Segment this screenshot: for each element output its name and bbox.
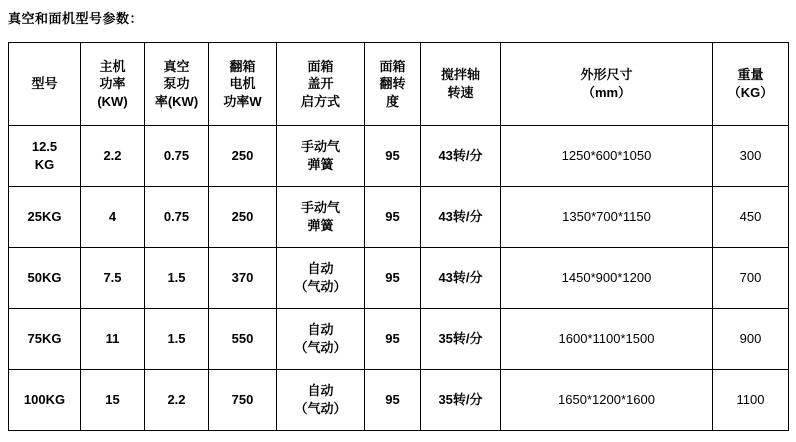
column-header-main-power xyxy=(81,43,145,126)
column-header-flip-motor-power-line-2: 电机 xyxy=(229,76,256,92)
table-header-row xyxy=(9,43,789,126)
column-header-vacuum-pump-power-line-2: 泵功 xyxy=(163,76,190,92)
column-header-lid-open-type xyxy=(277,43,365,126)
column-header-vacuum-pump-power xyxy=(145,43,209,126)
cell-lid-open-type-line-1: 手动气 xyxy=(300,200,340,216)
cell-model-line-1: 75KG xyxy=(27,331,62,347)
cell-flip-motor-power: 250 xyxy=(209,126,277,187)
cell-main-power: 4 xyxy=(81,187,145,248)
column-header-main-power-line-2: 功率 xyxy=(99,76,126,92)
column-header-model-line-1: 型号 xyxy=(31,76,58,92)
cell-lid-open-type xyxy=(277,187,365,248)
cell-dimensions: 1600*1100*1500 xyxy=(501,309,713,370)
page-title: 真空和面机型号参数： xyxy=(8,11,144,26)
cell-lid-open-type-line-1: 手动气 xyxy=(300,139,340,155)
cell-vacuum-pump-power: 2.2 xyxy=(145,370,209,431)
cell-model xyxy=(9,309,81,370)
cell-weight: 1100 xyxy=(713,370,789,431)
cell-flip-degree: 95 xyxy=(365,309,421,370)
column-header-dimensions xyxy=(501,43,713,126)
column-header-model xyxy=(9,43,81,126)
column-header-flip-degree xyxy=(365,43,421,126)
cell-lid-open-type-line-1: 自动 xyxy=(307,383,334,399)
column-header-lid-open-type-line-1: 面箱 xyxy=(307,58,334,74)
spec-table-container xyxy=(8,42,788,431)
cell-model xyxy=(9,248,81,309)
column-header-weight-line-1: 重量 xyxy=(737,67,764,83)
table-header xyxy=(9,43,789,126)
cell-lid-open-type-line-1: 自动 xyxy=(307,261,334,277)
cell-lid-open-type-line-1: 自动 xyxy=(307,322,334,338)
cell-weight: 700 xyxy=(713,248,789,309)
column-header-flip-degree-line-2: 翻转 xyxy=(379,76,406,92)
cell-model-line-1: 100KG xyxy=(23,392,66,408)
cell-lid-open-type xyxy=(277,248,365,309)
table-row xyxy=(9,370,789,431)
table-row xyxy=(9,248,789,309)
column-header-mixing-shaft-speed-line-2: 转速 xyxy=(447,85,474,100)
column-header-main-power-line-1: 主机 xyxy=(99,58,126,74)
cell-weight: 450 xyxy=(713,187,789,248)
cell-main-power: 15 xyxy=(81,370,145,431)
cell-mixing-shaft-speed: 35转/分 xyxy=(421,370,501,431)
column-header-dimensions-line-2: （mm） xyxy=(581,85,632,100)
cell-lid-open-type xyxy=(277,370,365,431)
column-header-vacuum-pump-power-line-1: 真空 xyxy=(163,58,190,74)
cell-mixing-shaft-speed: 43转/分 xyxy=(421,126,501,187)
column-header-mixing-shaft-speed xyxy=(421,43,501,126)
cell-flip-motor-power: 750 xyxy=(209,370,277,431)
cell-model xyxy=(9,126,81,187)
cell-mixing-shaft-speed: 43转/分 xyxy=(421,187,501,248)
cell-flip-motor-power: 370 xyxy=(209,248,277,309)
cell-flip-motor-power: 550 xyxy=(209,309,277,370)
cell-vacuum-pump-power: 1.5 xyxy=(145,309,209,370)
column-header-vacuum-pump-power-line-3: 率(KW) xyxy=(154,93,199,109)
table-row xyxy=(9,309,789,370)
column-header-flip-degree-line-1: 面箱 xyxy=(379,58,406,74)
cell-lid-open-type xyxy=(277,126,365,187)
cell-lid-open-type-line-2: 弹簧 xyxy=(307,218,334,233)
cell-flip-degree: 95 xyxy=(365,370,421,431)
column-header-flip-degree-line-3: 度 xyxy=(385,93,399,109)
cell-weight: 300 xyxy=(713,126,789,187)
cell-main-power: 2.2 xyxy=(81,126,145,187)
cell-lid-open-type-line-2: （气动） xyxy=(294,340,347,355)
column-header-weight xyxy=(713,43,789,126)
column-header-flip-motor-power-line-1: 翻箱 xyxy=(229,58,256,74)
column-header-flip-motor-power-line-3: 功率W xyxy=(223,93,262,109)
column-header-flip-motor-power xyxy=(209,43,277,126)
cell-flip-degree: 95 xyxy=(365,187,421,248)
cell-dimensions: 1250*600*1050 xyxy=(501,126,713,187)
cell-model-line-1: 50KG xyxy=(27,270,62,286)
cell-lid-open-type xyxy=(277,309,365,370)
cell-lid-open-type-line-2: （气动） xyxy=(294,401,347,416)
column-header-lid-open-type-line-3: 启方式 xyxy=(300,93,340,109)
cell-flip-degree: 95 xyxy=(365,126,421,187)
spec-table xyxy=(8,42,789,431)
cell-weight: 900 xyxy=(713,309,789,370)
cell-main-power: 11 xyxy=(81,309,145,370)
cell-mixing-shaft-speed: 43转/分 xyxy=(421,248,501,309)
table-body xyxy=(9,126,789,431)
cell-vacuum-pump-power: 0.75 xyxy=(145,187,209,248)
table-row xyxy=(9,126,789,187)
column-header-mixing-shaft-speed-line-1: 搅拌轴 xyxy=(440,67,480,83)
cell-mixing-shaft-speed: 35转/分 xyxy=(421,309,501,370)
table-row xyxy=(9,187,789,248)
column-header-weight-line-2: （KG） xyxy=(727,85,774,100)
column-header-dimensions-line-1: 外形尺寸 xyxy=(580,67,633,83)
cell-model-line-1: 25KG xyxy=(27,209,62,225)
cell-dimensions: 1650*1200*1600 xyxy=(501,370,713,431)
cell-lid-open-type-line-2: （气动） xyxy=(294,279,347,294)
cell-main-power: 7.5 xyxy=(81,248,145,309)
column-header-lid-open-type-line-2: 盖开 xyxy=(307,76,334,92)
cell-model xyxy=(9,370,81,431)
cell-flip-motor-power: 250 xyxy=(209,187,277,248)
cell-model-line-1: 12.5 xyxy=(31,139,58,155)
cell-model-line-2: KG xyxy=(34,157,55,172)
column-header-main-power-line-3: (KW) xyxy=(97,93,128,109)
cell-flip-degree: 95 xyxy=(365,248,421,309)
cell-vacuum-pump-power: 1.5 xyxy=(145,248,209,309)
cell-dimensions: 1450*900*1200 xyxy=(501,248,713,309)
cell-dimensions: 1350*700*1150 xyxy=(501,187,713,248)
cell-lid-open-type-line-2: 弹簧 xyxy=(307,157,334,172)
cell-model xyxy=(9,187,81,248)
cell-vacuum-pump-power: 0.75 xyxy=(145,126,209,187)
